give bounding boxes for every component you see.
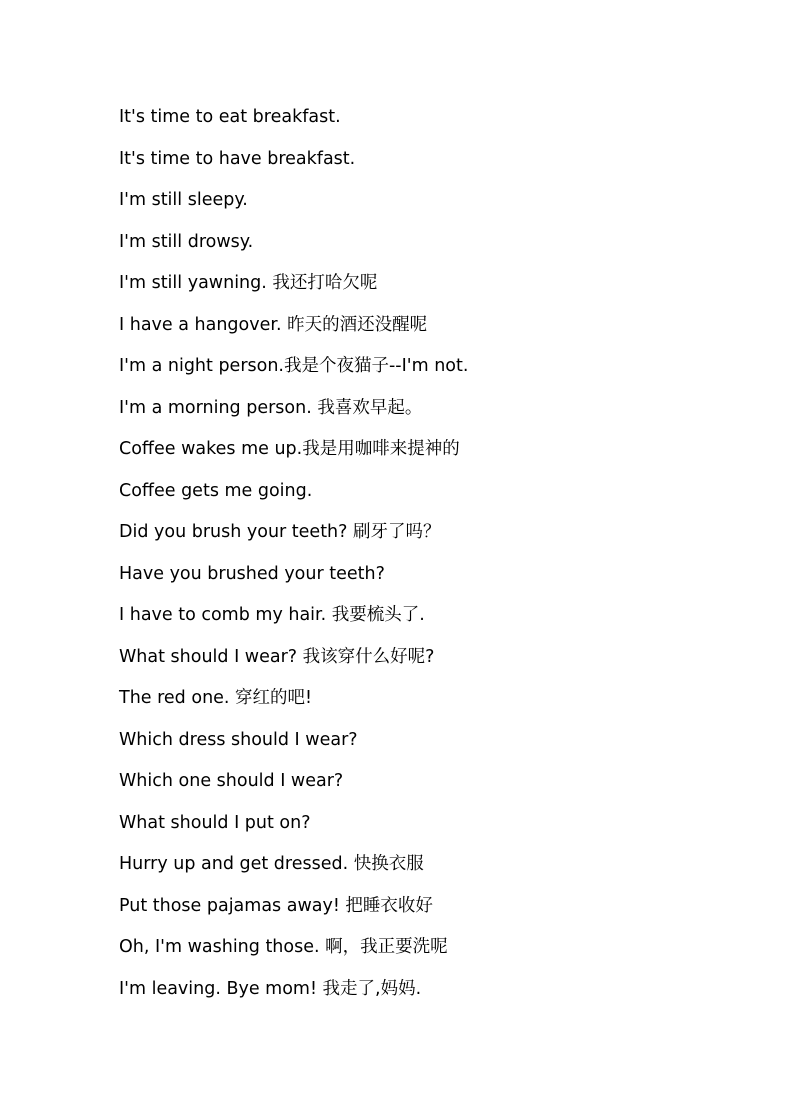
phrase-line: Which one should I wear?: [119, 771, 344, 791]
phrase-line: I'm still drowsy.: [119, 231, 254, 252]
phrase-line: It's time to have breakfast.: [119, 148, 356, 169]
phrase-line: Which dress should I wear?: [119, 729, 358, 750]
phrase-line: I have to comb my hair. 我要梳头了.: [119, 605, 425, 625]
phrase-line: What should I put on?: [119, 812, 311, 833]
phrase-list: [119, 104, 739, 1017]
phrase-line: I'm still sleepy.: [119, 190, 248, 210]
phrase-line: Coffee wakes me up.我是用咖啡来提神的: [119, 439, 460, 459]
phrase-line: It's time to eat breakfast.: [119, 107, 341, 127]
phrase-line: Oh, I'm washing those. 啊，我正要洗呢: [119, 937, 448, 957]
phrase-line: I'm a morning person. 我喜欢早起。: [119, 397, 423, 418]
phrase-line: Put those pajamas away! 把睡衣收好: [119, 895, 433, 916]
phrase-line: I'm still yawning. 我还打哈欠呢: [119, 273, 378, 293]
phrase-line: I have a hangover. 昨天的酒还没醒呢: [119, 314, 428, 335]
phrase-line: Hurry up and get dressed. 快换衣服: [119, 854, 424, 874]
phrase-line: Have you brushed your teeth?: [119, 563, 385, 584]
phrase-line: What should I wear? 我该穿什么好呢?: [119, 646, 435, 667]
phrase-line: The red one. 穿红的吧!: [119, 688, 313, 708]
phrase-line: I'm leaving. Bye mom! 我走了,妈妈.: [119, 978, 422, 999]
phrase-line: Coffee gets me going.: [119, 480, 313, 501]
phrase-line: Did you brush your teeth? 刷牙了吗？: [119, 522, 441, 542]
phrase-line: I'm a night person.我是个夜猫子--I'm not.: [119, 356, 469, 376]
